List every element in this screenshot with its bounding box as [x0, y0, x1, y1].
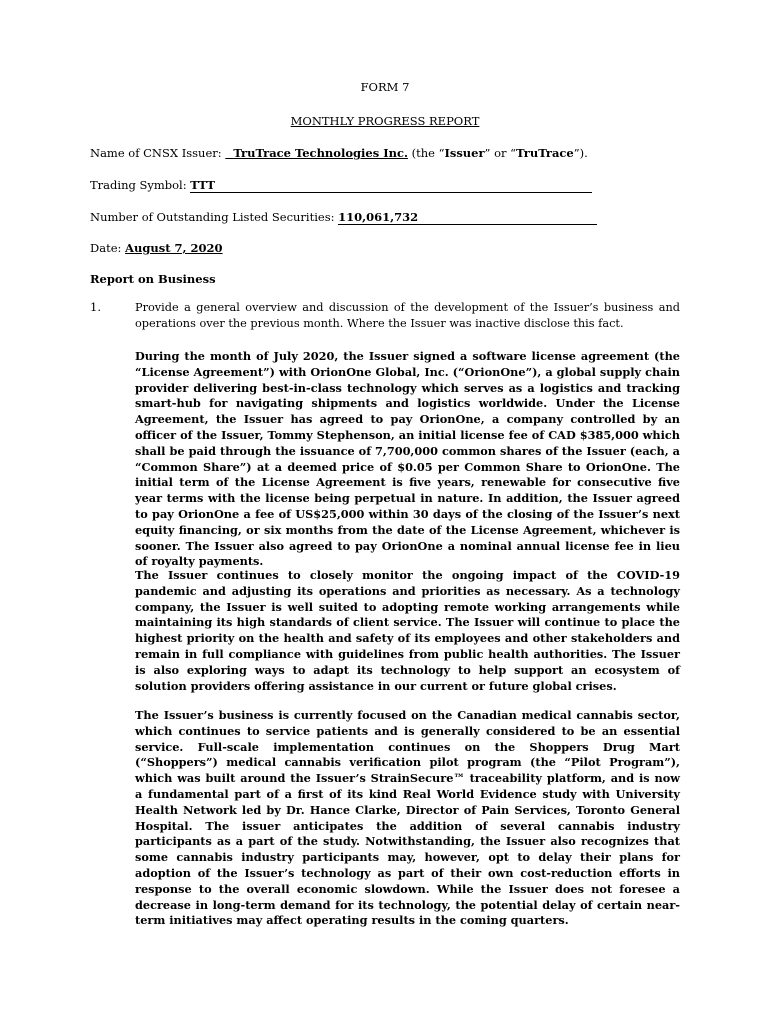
- report-title: MONTHLY PROGRESS REPORT: [290, 114, 480, 128]
- issuer-suffix-2: ” or “: [484, 146, 517, 160]
- item-question: Provide a general overview and discussion of the development of the Issuer’s business and operations over the previous month. Where the Issuer was inactive disclose this fact.: [135, 301, 680, 330]
- date-value: August 7, 2020: [125, 241, 223, 255]
- securities-value: 110,061,732: [338, 210, 597, 225]
- issuer-line: [90, 146, 588, 160]
- symbol-line: [90, 178, 592, 193]
- section-heading: Report on Business: [90, 272, 216, 286]
- paragraph-license-agreement: During the month of July 2020, the Issuer signed a software license agreement (the “License Agreement”) with OrionOne Global, Inc. (“OrionOne”), a global supply chain provider delivering best-in-class technology which serves as a logistics and tracking smart-hub for navigating shipments and logistics worldwide. Under the License Agreement, the Issuer has agreed to pay OrionOne, a company controlled by an officer of the Issuer, Tommy Stephenson, an initial license fee of CAD $385,000 which shall be paid through the issuance of 7,700,000 common shares of the Issuer (each, a “Common Share”) at a deemed price of $0.05 per Common Share to OrionOne. The initial term of the License Agreement is five years, renewable for consecutive five year terms with the license being perpetual in nature. In addition, the Issuer agreed to pay OrionOne a fee of US$25,000 within 30 days of the closing of the Issuer’s next equity financing, or six months from the date of the License Agreement, whichever is sooner. The Issuer also agreed to pay OrionOne a nominal annual license fee in lieu of royalty payments.: [135, 349, 680, 569]
- issuer-suffix-3: ”).: [573, 146, 588, 160]
- symbol-label: Trading Symbol:: [90, 178, 187, 192]
- item-number: 1.: [90, 300, 101, 314]
- paragraph-cannabis-sector: The Issuer’s business is currently focused on the Canadian medical cannabis sector, which continues to service patients and is generally considered to be an essential service. Full-scale implementation continues on the Shoppers Drug Mart (“Shoppers”) medical cannabis verification pilot program (the “Pilot Program”), which was built around the Issuer’s StrainSecure™ traceability platform, and is now a fundamental part of a first of its kind Real World Evidence study with University Health Network led by Dr. Hance Clarke, Director of Pain Services, Toronto General Hospital. The issuer anticipates the addition of several cannabis industry participants as a part of the study. Notwithstanding, the Issuer also recognizes that some cannabis industry participants may, however, opt to delay their plans for adoption of the Issuer’s technology as part of their own cost-reduction efforts in response to the overall economic slowdown. While the Issuer does not foresee a decrease in long-term demand for its technology, the potential delay of certain near-term initiatives may affect operating results in the coming quarters.: [135, 708, 680, 928]
- date-line: [90, 241, 223, 255]
- securities-line: [90, 210, 597, 225]
- issuer-suffix: (the “: [407, 146, 445, 160]
- securities-label: Number of Outstanding Listed Securities:: [90, 210, 335, 224]
- paragraph-covid: The Issuer continues to closely monitor the ongoing impact of the COVID-19 pandemic and adjusting its operations and priorities as necessary. As a technology company, the Issuer is well suited to adopting remote working arrangements while maintaining its high standards of client service. The Issuer will continue to place the highest priority on the health and safety of its employees and other stakeholders and remain in full compliance with guidelines from public health authorities. The Issuer is also exploring ways to adapt its technology to help support an ecosystem of solution providers offering assistance in our current or future global crises.: [135, 568, 680, 693]
- issuer-label: Name of CNSX Issuer:: [90, 146, 222, 160]
- symbol-value: TTT: [190, 178, 592, 193]
- form-title: FORM 7: [360, 80, 410, 94]
- issuer-name: TruTrace Technologies Inc.: [233, 146, 408, 160]
- issuer-term: Issuer: [444, 146, 485, 160]
- issuer-term-2: TruTrace: [516, 146, 574, 160]
- date-label: Date:: [90, 241, 122, 255]
